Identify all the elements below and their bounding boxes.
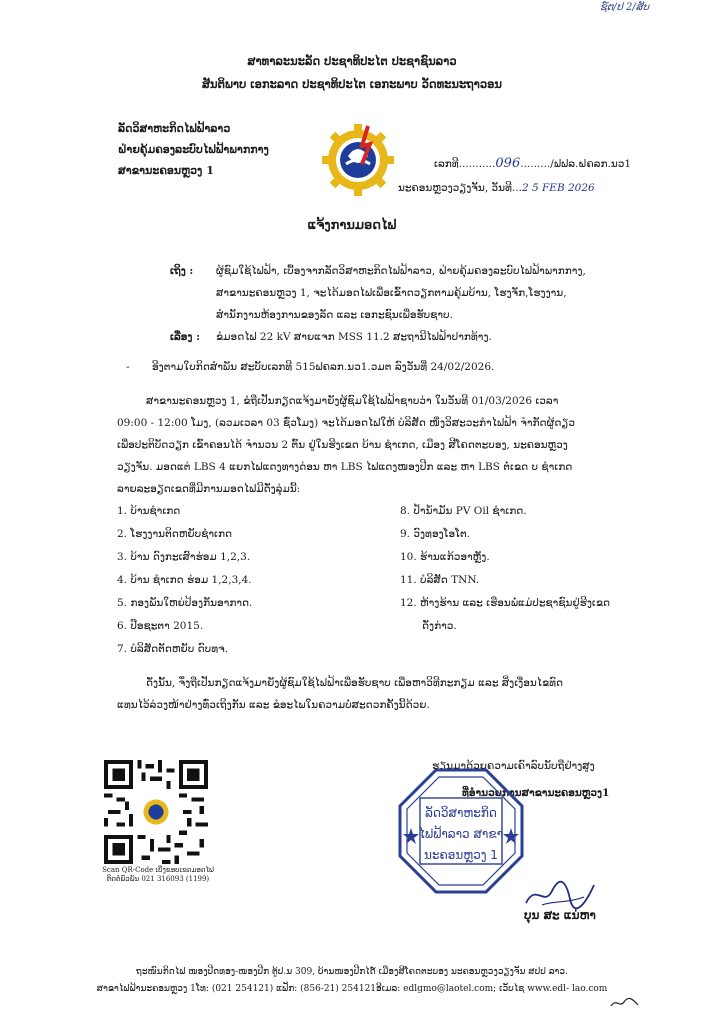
paragraph-line4: ວຽງຈັນ. ມອດແຕ່ LBS 4 ແຍກໄຟແດງທາງດ່ອນ ຫາ LBS ໄຟແດງໜອງປີກ ແລະ ຫາ LBS ຕໍ່ເຂດ ບ ຊໍາເກດ xyxy=(117,461,573,473)
org-name-line3: ສາຂານະຄອນຫຼວງ 1 xyxy=(118,164,214,177)
closing-line1: ດັ່ງນັ້ນ, ຈຶ່ງຖືເປັນກຽດແຈ້ງມາຍັງຜູ້ຊົມໃຊ້ໄຟຟ້າເພື່ອຮັບຊາບ ເພື່ອຫາວິທີກະກຽມ ແລະ ສິ່ງເງື່ອນໄຂທົດ xyxy=(146,677,564,689)
area-list-right xyxy=(400,505,610,643)
stamp-line3: ນະຄອນຫຼວງ 1 xyxy=(424,848,498,862)
ref-suffix: /ຟຟລ.ຝຄລກ.ນວ1 xyxy=(550,158,632,170)
ref-label: ເລກທີ xyxy=(434,158,459,170)
list-item: 2. ໂຮງງານຕິດຫຍັບຊໍາເກດ xyxy=(117,528,233,540)
reference-line: ອີງຕາມໃບກິດສໍາພັນ ສະບັບເລກທີ 515ຟຄລກ.ນວ1.ວມຕ ລົງວັນທີ່ 24/02/2026. xyxy=(152,361,495,373)
paragraph-line2: 09:00 - 12:00 ໂມງ, (ລວມເວລາ 03 ຊົ່ວໂມງ) ຈະໄດ້ມອດໄຟໃຫ້ ບໍລິສັດ ໜຶ່ງວິສະວະກໍາໄຟຟ້າ ຈໍາກັດຜູ້ດຽວ xyxy=(117,417,576,429)
ref-number: 096 xyxy=(495,156,521,171)
national-header-line2: ສັນຕິພາບ ເອກະລາດ ປະຊາທິປະໄຕ ເອກະພາບ ວັດທະນະຖາວອນ xyxy=(201,77,503,91)
date-line xyxy=(398,182,595,194)
org-name-line1: ລັດວິສາຫະກິດໄຟຟ້າລາວ xyxy=(118,122,231,135)
to-line3: ສໍານັກງານຫ້ອງການຂອງລັດ ແລະ ເອກະຊົນເພື່ອຮັບຊາບ. xyxy=(216,309,453,321)
reference-number-line: ເລກທີ...........096........./ຟຟລ.ຝຄລກ.ນວ1 xyxy=(434,156,632,171)
qr-caption-line2: ຕິດຕໍ່ພົວພັນ 021 316093 (1199) xyxy=(106,875,210,883)
date-text: ນະຄອນຫຼວງວຽງຈັນ, ວັນທີ... xyxy=(398,182,522,194)
list-item: 12. ຫ້າງຮ້ານ ແລະ ເຮືອນພໍ່ແມ່ປະຊາຊົນຢູ່ຮີງເຂດ xyxy=(400,597,611,609)
to-label: ເຖິງ : xyxy=(170,265,194,277)
paragraph-line3: ເພື່ອປະຕິບັດວຽກ ເຂົ້າຄອນໄດ້ ຈໍານວນ 2 ຕົ້ນ ຢູ່ໃນຮີງເຂດ ບ້ານ ຊໍາເກດ, ເມືອງ ສີໂຄດຕະບອງ, ນະຄອນຫຼວງ xyxy=(117,439,568,451)
to-line1: ຜູ້ຊົມໃຊ້ໄຟຟ້າ, ເບື້ອງຈາກລັດວິສາຫະກິດໄຟຟ້າລາວ, ຝ່າຍຄຸ້ມຄອງລະບົບໄຟຟ້າພາກກາງ, xyxy=(216,265,586,277)
list-item: 1. ບ້ານຊໍາເກດ xyxy=(117,505,181,517)
paragraph-line5: ລາຍລະອຽດເຂດທີ່ມີການມອດໄຟມີດັ່ງລຸ່ມນີ້: xyxy=(117,483,301,495)
list-item: 5. ກອງພັນໃຫຍ່ປ້ອງກັນອາກາດ. xyxy=(117,597,253,609)
stamp-line1: ລັດວິສາຫະກິດ xyxy=(425,806,497,820)
stamp-line2: ໄຟຟ້າລາວ ສາຂາ xyxy=(418,827,504,841)
list-item: 3. ບ້ານ ດົງກະເສົາຮ່ອມ 1,2,3. xyxy=(117,551,251,563)
initials-icon xyxy=(608,996,642,1010)
signature-icon xyxy=(522,877,598,911)
list-item: 6. ປ໊ອຊະຕາ 2015. xyxy=(117,620,204,632)
list-item: 9. ວົງທອງໂອໂຕ. xyxy=(400,528,471,540)
list-item: 10. ຮ້ານແກ້ວອາຫຼັງ. xyxy=(400,551,490,563)
list-item: 4. ບ້ານ ຊໍາເກດ ຮ່ອມ 1,2,3,4. xyxy=(117,574,252,586)
qr-caption xyxy=(88,866,228,884)
regards-text: ຮຽນມາດ້ວຍຄວາມເຄົາລົບນັບຖືຢ່າງສູງ xyxy=(432,760,595,772)
national-header-line1: ສາທາລະນະລັດ ປະຊາທິປະໄຕ ປະຊາຊົນລາວ xyxy=(247,54,457,68)
closing-line2: ແທນໄວ້ລ່ວງໜ້າຢ່າງທົ່ວເຖິງກັນ ແລະ ຂໍອະໄພໃນຄວາມບໍ່ສະດວກຄັ້ງນີ້ດ້ວຍ. xyxy=(117,699,430,711)
stamp-text xyxy=(396,766,526,896)
list-item: 7. ບໍລິສັດຕັດຫຍັບ ດົບທຈ. xyxy=(117,643,229,655)
signatory-title: ທີ່ອໍານວຍການສາຂານະຄອນຫຼວງ1 xyxy=(462,787,610,799)
list-item: ດັ່ງກ່າວ. xyxy=(422,620,457,632)
reference-bullet: - xyxy=(126,361,130,373)
footer-contact: ສາຂາໄຟຟ້ານະຄອນຫຼວງ 1ໂທ: (021 254121) ແຟັກ: (856-21) 254121ອີເມລ: edlgmo@laotel.com; ເວັບໄຊ www.edl- lao.com xyxy=(96,984,608,994)
document-title: ແຈ້ງການມອດໄຟ xyxy=(307,218,397,233)
paragraph-line1: ສາຂານະຄອນຫຼວງ 1, ຂໍຖືເປັນກຽດແຈ້ງມາຍັງຜູ້ຊົມໃຊ້ໄຟຟ້າຊາບວ່າ ໃນວັນທີ 01/03/2026 ເວລາ xyxy=(146,395,559,407)
top-handwritten-note: ຊ໌ຕ/ປ 2/ສັບ xyxy=(600,2,650,13)
org-name-line2: ຝ່າຍຄຸ້ມຄອງລະບົບໄຟຟ້າພາກກາງ xyxy=(118,143,269,156)
list-item: 8. ປໍ້ານໍ້າມັນ PV Oil ຊໍາເກດ. xyxy=(400,505,527,517)
qr-caption-line1: Scan QR-Code ເບິ່ງຂອບເຂດມອດໄຟ xyxy=(102,866,214,874)
date-value: 2 5 FEB 2026 xyxy=(521,182,595,194)
signatory-name: ບຸນ ສະ ແນ່ຫາ xyxy=(524,908,596,922)
subject-label: ເລື່ອງ : xyxy=(170,331,200,343)
footer-address: ຖະໜົນກິດໄຟ ໜອງປີດທອງ-ໜອງປີກ ຕູ້ປ.ນ 309, ບ້ານໜອງປີກໄດ໌ ເມືອງສີໂຄດຕະບອງ ນະຄອນຫຼວງວຽງຈັນ ສປປ ລາວ. xyxy=(136,967,568,977)
list-item: 11. ບໍລິສັດ TNN. xyxy=(400,574,480,586)
subject-text: ຂໍມອດໄຟ 22 kV ສາຍແຈກ MSS 11.2 ສະຖານີໄຟຟ້າປາກທ້າງ. xyxy=(216,331,492,343)
qr-code-icon[interactable] xyxy=(104,760,208,864)
area-list-left xyxy=(117,505,252,666)
edl-logo-icon xyxy=(318,120,398,200)
to-line2: ສາຂານະຄອນຫຼວງ 1, ຈະໄດ້ມອດໄຟເພື່ອເຂົ້າດວຽກຕາມຄຸ້ມບ້ານ, ໂຮງຈັກ,ໂຮງງານ, xyxy=(216,287,567,299)
